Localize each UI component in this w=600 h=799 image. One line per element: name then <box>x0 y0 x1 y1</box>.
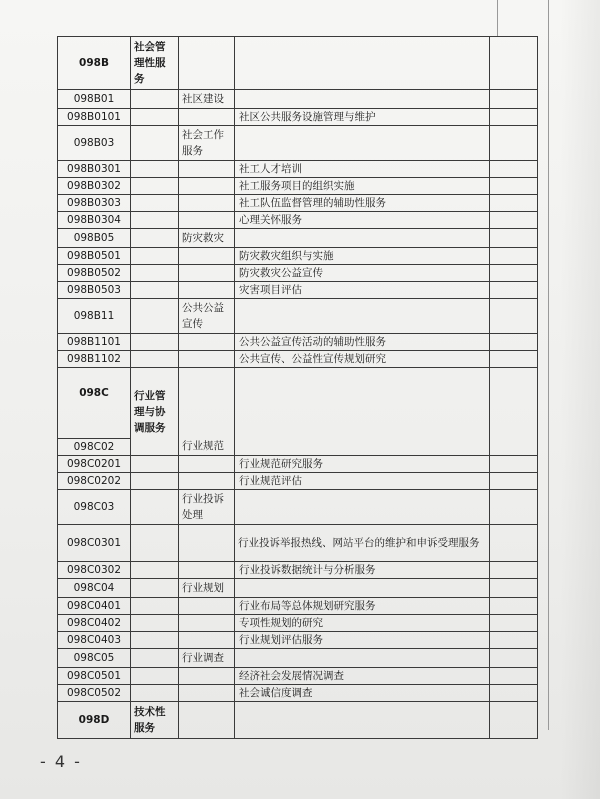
table-row <box>58 212 538 229</box>
code-cell: 098C0301 <box>58 525 131 562</box>
category-cell: 技术性服务 <box>131 702 179 739</box>
item-cell: 行业规范评估 <box>235 473 490 490</box>
code-cell: 098B0304 <box>58 212 131 229</box>
empty-cell <box>179 685 235 702</box>
empty-cell <box>490 632 538 649</box>
item-cell: 防灾救灾组织与实施 <box>235 248 490 265</box>
code-cell: 098B0503 <box>58 282 131 299</box>
empty-cell <box>131 615 179 632</box>
empty-cell <box>235 126 490 161</box>
empty-cell <box>179 161 235 178</box>
subcategory-cell: 公共公益宣传 <box>179 299 235 334</box>
empty-cell <box>179 456 235 473</box>
empty-cell <box>131 685 179 702</box>
table-row <box>58 229 538 248</box>
subcategory-cell: 社区建设 <box>179 90 235 109</box>
item-cell: 灾害项目评估 <box>235 282 490 299</box>
item-cell: 经济社会发展情况调查 <box>235 668 490 685</box>
empty-cell <box>490 368 538 456</box>
empty-cell <box>131 490 179 525</box>
table-row <box>58 351 538 368</box>
item-cell: 行业投诉举报热线、网站平台的维护和申诉受理服务 <box>235 525 490 562</box>
empty-cell <box>131 456 179 473</box>
service-catalog-table <box>57 36 538 739</box>
empty-cell <box>131 229 179 248</box>
table-row <box>58 615 538 632</box>
table-row <box>58 368 538 439</box>
page-number: - 4 - <box>40 752 82 771</box>
subcategory-cell: 社会工作服务 <box>179 126 235 161</box>
code-cell: 098B0501 <box>58 248 131 265</box>
empty-cell <box>490 126 538 161</box>
item-cell: 心理关怀服务 <box>235 212 490 229</box>
code-cell: 098B <box>58 37 131 90</box>
table-row <box>58 562 538 579</box>
empty-cell <box>490 702 538 739</box>
table-row <box>58 90 538 109</box>
empty-cell <box>235 579 490 598</box>
empty-cell <box>490 456 538 473</box>
item-cell: 防灾救灾公益宣传 <box>235 265 490 282</box>
empty-cell <box>179 265 235 282</box>
empty-cell <box>131 351 179 368</box>
empty-cell <box>179 248 235 265</box>
item-cell: 行业规划评估服务 <box>235 632 490 649</box>
table-row <box>58 668 538 685</box>
empty-cell <box>235 299 490 334</box>
empty-cell <box>235 368 490 456</box>
empty-cell <box>179 473 235 490</box>
empty-cell <box>131 299 179 334</box>
subcategory-cell: 行业规范 <box>179 368 235 456</box>
empty-cell <box>490 299 538 334</box>
empty-cell <box>179 37 235 90</box>
empty-cell <box>131 282 179 299</box>
table-row <box>58 37 538 90</box>
empty-cell <box>179 212 235 229</box>
empty-cell <box>235 37 490 90</box>
table-row <box>58 456 538 473</box>
empty-cell <box>131 109 179 126</box>
code-cell: 098C03 <box>58 490 131 525</box>
empty-cell <box>179 615 235 632</box>
table-row <box>58 685 538 702</box>
table-row <box>58 126 538 161</box>
table-row <box>58 195 538 212</box>
empty-cell <box>490 334 538 351</box>
table-row <box>58 265 538 282</box>
empty-cell <box>235 229 490 248</box>
item-cell: 社工服务项目的组织实施 <box>235 178 490 195</box>
subcategory-cell: 防灾救灾 <box>179 229 235 248</box>
empty-cell <box>235 649 490 668</box>
table-row <box>58 473 538 490</box>
empty-cell <box>490 109 538 126</box>
empty-cell <box>131 632 179 649</box>
empty-cell <box>131 90 179 109</box>
empty-cell <box>490 562 538 579</box>
empty-cell <box>490 248 538 265</box>
empty-cell <box>131 212 179 229</box>
empty-cell <box>179 334 235 351</box>
empty-cell <box>179 562 235 579</box>
table-row <box>58 178 538 195</box>
table-row <box>58 161 538 178</box>
code-cell: 098B01 <box>58 90 131 109</box>
catalog-table-wrapper <box>57 36 537 739</box>
empty-cell <box>131 265 179 282</box>
code-cell: 098C0403 <box>58 632 131 649</box>
empty-cell <box>179 351 235 368</box>
empty-cell <box>490 490 538 525</box>
code-cell: 098B0101 <box>58 109 131 126</box>
item-cell: 社工人才培训 <box>235 161 490 178</box>
table-row <box>58 490 538 525</box>
empty-cell <box>131 649 179 668</box>
code-cell: 098C0501 <box>58 668 131 685</box>
empty-cell <box>131 195 179 212</box>
empty-cell <box>179 668 235 685</box>
category-cell: 行业管理与协调服务 <box>131 368 179 456</box>
empty-cell <box>490 649 538 668</box>
empty-cell <box>179 702 235 739</box>
empty-cell <box>179 178 235 195</box>
item-cell: 社会诚信度调查 <box>235 685 490 702</box>
empty-cell <box>131 598 179 615</box>
empty-cell <box>235 90 490 109</box>
table-row <box>58 525 538 562</box>
subcategory-cell: 行业投诉处理 <box>179 490 235 525</box>
empty-cell <box>490 351 538 368</box>
code-cell: 098C0502 <box>58 685 131 702</box>
code-cell: 098C04 <box>58 579 131 598</box>
empty-cell <box>131 562 179 579</box>
code-cell: 098C0401 <box>58 598 131 615</box>
empty-cell <box>490 615 538 632</box>
table-row <box>58 579 538 598</box>
code-cell: 098C0302 <box>58 562 131 579</box>
empty-cell <box>490 579 538 598</box>
item-cell: 社工队伍监督管理的辅助性服务 <box>235 195 490 212</box>
table-row <box>58 282 538 299</box>
code-cell: 098C0402 <box>58 615 131 632</box>
table-row <box>58 649 538 668</box>
empty-cell <box>179 282 235 299</box>
table-row <box>58 334 538 351</box>
empty-cell <box>131 473 179 490</box>
empty-cell <box>131 178 179 195</box>
empty-cell <box>490 90 538 109</box>
item-cell: 公共宣传、公益性宣传规划研究 <box>235 351 490 368</box>
table-row <box>58 702 538 739</box>
subcategory-cell: 行业规划 <box>179 579 235 598</box>
empty-cell <box>131 248 179 265</box>
table-row <box>58 109 538 126</box>
item-cell: 行业布局等总体规划研究服务 <box>235 598 490 615</box>
empty-cell <box>490 265 538 282</box>
empty-cell <box>490 178 538 195</box>
empty-cell <box>179 598 235 615</box>
empty-cell <box>131 126 179 161</box>
code-cell: 098C05 <box>58 649 131 668</box>
table-row <box>58 248 538 265</box>
empty-cell <box>131 161 179 178</box>
empty-cell <box>490 282 538 299</box>
empty-cell <box>235 702 490 739</box>
category-cell: 社会管理性服务 <box>131 37 179 90</box>
empty-cell <box>490 668 538 685</box>
empty-cell <box>179 109 235 126</box>
empty-cell <box>490 212 538 229</box>
empty-cell <box>235 490 490 525</box>
table-row <box>58 598 538 615</box>
subcategory-cell: 行业调查 <box>179 649 235 668</box>
empty-cell <box>131 668 179 685</box>
code-cell: 098B1102 <box>58 351 131 368</box>
empty-cell <box>490 598 538 615</box>
empty-cell <box>179 632 235 649</box>
code-cell: 098B1101 <box>58 334 131 351</box>
table-row <box>58 632 538 649</box>
item-cell: 社区公共服务设施管理与维护 <box>235 109 490 126</box>
empty-cell <box>490 161 538 178</box>
table-border-line <box>497 0 498 36</box>
item-cell: 公共公益宣传活动的辅助性服务 <box>235 334 490 351</box>
empty-cell <box>490 685 538 702</box>
code-cell: 098C02 <box>58 439 131 456</box>
code-cell: 098B0302 <box>58 178 131 195</box>
empty-cell <box>490 37 538 90</box>
empty-cell <box>490 229 538 248</box>
code-cell: 098B11 <box>58 299 131 334</box>
item-cell: 专项性规划的研究 <box>235 615 490 632</box>
empty-cell <box>490 473 538 490</box>
code-cell: 098B0303 <box>58 195 131 212</box>
code-cell: 098B05 <box>58 229 131 248</box>
empty-cell <box>131 525 179 562</box>
table-border-line <box>548 0 549 730</box>
empty-cell <box>490 525 538 562</box>
code-cell: 098B03 <box>58 126 131 161</box>
item-cell: 行业投诉数据统计与分析服务 <box>235 562 490 579</box>
empty-cell <box>131 579 179 598</box>
item-cell: 行业规范研究服务 <box>235 456 490 473</box>
table-row <box>58 299 538 334</box>
code-cell: 098B0502 <box>58 265 131 282</box>
code-cell: 098C <box>58 368 131 439</box>
empty-cell <box>179 525 235 562</box>
code-cell: 098D <box>58 702 131 739</box>
empty-cell <box>131 334 179 351</box>
code-cell: 098C0201 <box>58 456 131 473</box>
empty-cell <box>179 195 235 212</box>
empty-cell <box>490 195 538 212</box>
code-cell: 098C0202 <box>58 473 131 490</box>
code-cell: 098B0301 <box>58 161 131 178</box>
